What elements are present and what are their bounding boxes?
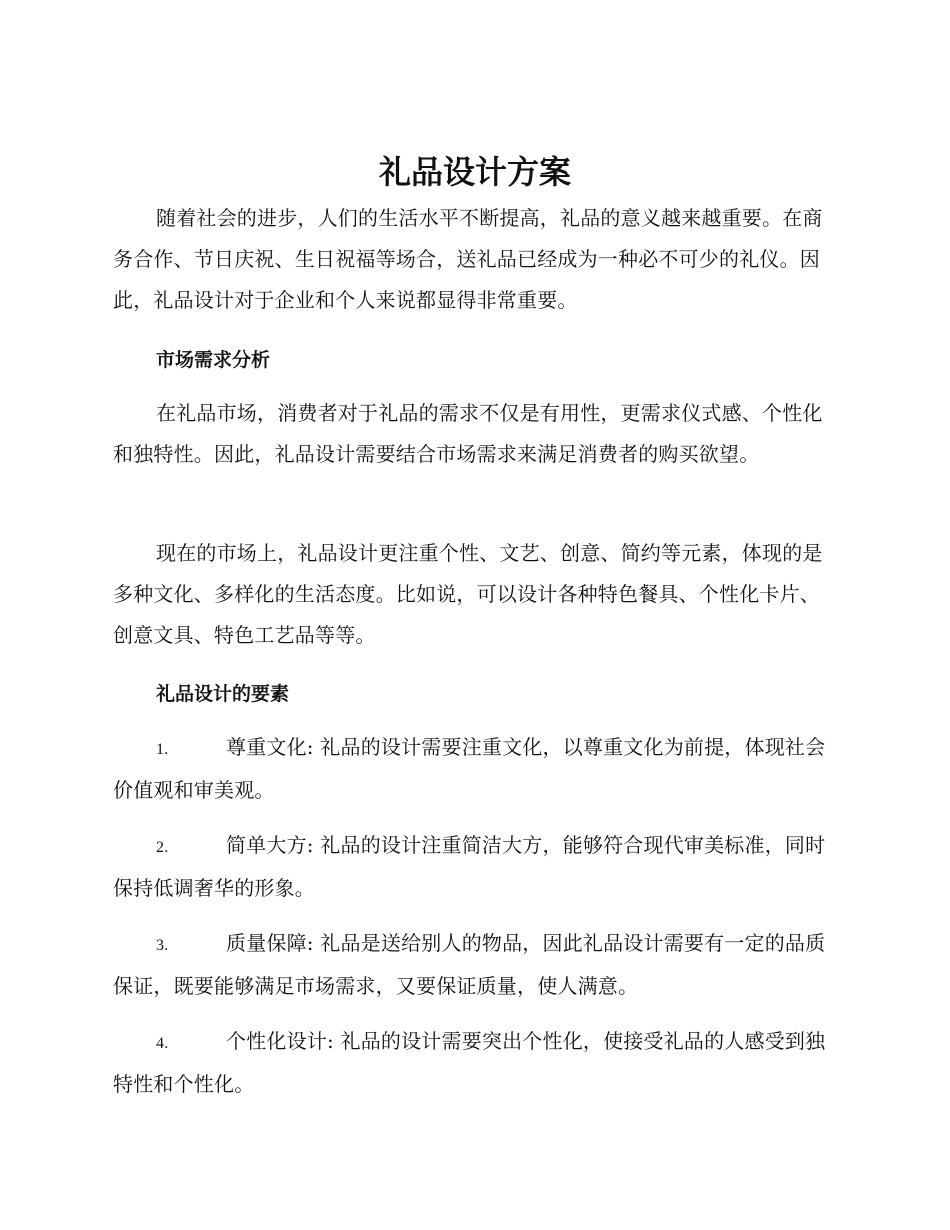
intro-paragraph: 随着社会的进步，人们的生活水平不断提高，礼品的意义越来越重要。在商务合作、节日庆祝、生日祝福等场合，送礼品已经成为一种必不可少的礼仪。因此，礼品设计对于企业和个人来说都显得非常重要。 bbox=[113, 206, 823, 312]
list-item-text: 尊重文化: 礼品的设计需要注重文化，以尊重文化为前提，体现社会价值观和审美观。 bbox=[113, 735, 826, 802]
list-item-text: 简单大方: 礼品的设计注重简洁大方，能够符合现代审美标准，同时保持低调奢华的形象。 bbox=[113, 833, 826, 900]
list-item bbox=[113, 923, 833, 1007]
document-title: 礼品设计方案 bbox=[378, 153, 571, 191]
section-heading-design-elements: 礼品设计的要素 bbox=[156, 683, 290, 705]
list-item-text: 个性化设计: 礼品的设计需要突出个性化，使接受礼品的人感受到独特性和个性化。 bbox=[113, 1029, 826, 1096]
list-item-number: 4. bbox=[156, 1035, 169, 1052]
section-heading-market-analysis: 市场需求分析 bbox=[156, 349, 271, 371]
list-item-text: 质量保障: 礼品是送给别人的物品，因此礼品设计需要有一定的品质保证，既要能够满足市场需求，又要保证质量，使人满意。 bbox=[113, 931, 826, 998]
list-item bbox=[113, 727, 833, 811]
list-item-number: 1. bbox=[156, 741, 169, 758]
market-paragraph-1: 在礼品市场，消费者对于礼品的需求不仅是有用性，更需求仪式感、个性化和独特性。因此，礼品设计需要结合市场需求来满足消费者的购买欲望。 bbox=[113, 401, 823, 466]
list-item bbox=[113, 1021, 833, 1105]
list-item-number: 3. bbox=[156, 937, 169, 954]
market-paragraph-2: 现在的市场上，礼品设计更注重个性、文艺、创意、简约等元素，体现的是多种文化、多样化的生活态度。比如说，可以设计各种特色餐具、个性化卡片、创意文具、特色工艺品等等。 bbox=[113, 541, 823, 647]
list-item-number: 2. bbox=[156, 839, 169, 856]
list-item bbox=[113, 825, 833, 909]
